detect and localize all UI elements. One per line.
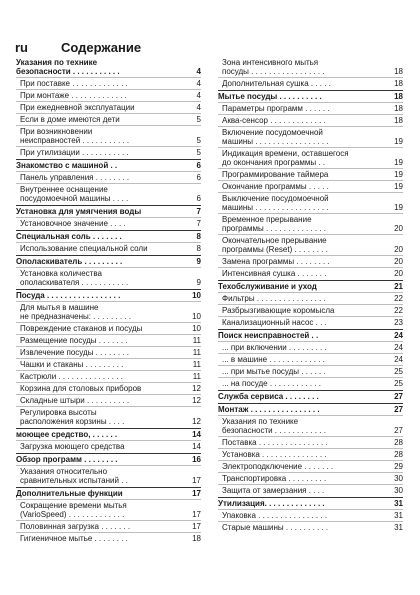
toc-entry-title: Установка для умягчения воды <box>16 207 142 216</box>
toc-subentry <box>16 334 201 345</box>
toc-subentry <box>16 101 201 112</box>
toc-entry-title: Фильтры . . . . . . . . . . . . . . . . <box>222 294 326 303</box>
toc-entry-title: При возникновении неисправностей . . . . . . . . . . . <box>20 127 130 145</box>
toc-subentry <box>16 465 201 485</box>
toc-page-number: 4 <box>196 103 201 112</box>
toc-subentry <box>218 353 403 364</box>
toc-section-entry <box>218 90 403 101</box>
toc-section-entry <box>16 205 201 216</box>
toc-section-entry <box>16 159 201 170</box>
toc-subentry <box>16 125 201 145</box>
toc-entry-title: Временное прерывание программы . . . . . . . . . . . . . . <box>222 215 327 233</box>
toc-subentry <box>218 484 403 495</box>
toc-entry-title: Дополнительные функции <box>16 489 123 498</box>
toc-subentry <box>218 147 403 167</box>
toc-page-number: 31 <box>394 499 403 508</box>
toc-page-number: 6 <box>196 194 201 203</box>
toc-subentry <box>16 171 201 182</box>
toc-section-entry <box>218 329 403 340</box>
toc-entry-title: Поставка . . . . . . . . . . . . . . . . <box>222 438 328 447</box>
toc-entry-title: Знакомство с машиной . . <box>16 161 118 170</box>
toc-entry-title: Извлечение посуды . . . . . . . . <box>20 348 130 357</box>
toc-page-number: 4 <box>196 67 201 76</box>
toc-entry-title: Ополаскиватель . . . . . . . . . <box>16 257 123 266</box>
toc-page-number: 11 <box>192 336 201 345</box>
toc-entry-title: Окончание программы . . . . . <box>222 182 329 191</box>
toc-page-number: 24 <box>394 355 403 364</box>
toc-subentry <box>16 183 201 203</box>
toc-entry-title: Техобслуживание и уход <box>218 282 317 291</box>
toc-entry-title: Кастрюли . . . . . . . . . . . . . . . <box>20 372 123 381</box>
toc-entry-title: Размещение посуды . . . . . . . <box>20 336 128 345</box>
toc-section-entry <box>16 57 201 76</box>
toc-subentry <box>16 382 201 393</box>
toc-entry-title: Регулировка высоты расположения корзины . . . . <box>20 408 125 426</box>
toc-page-number: 18 <box>192 534 201 543</box>
toc-entry-title: Включение посудомоечной машины . . . . . . . . . . . . . . . . . <box>222 128 329 146</box>
toc-entry-title: Указания по технике безопасности . . . . . . . . . . . <box>16 58 120 76</box>
toc-entry-title: Дополнительная сушка . . . . . <box>222 79 331 88</box>
toc-page-number: 22 <box>394 294 403 303</box>
toc-page-number: 10 <box>192 324 201 333</box>
toc-subentry <box>218 267 403 278</box>
toc-page-number: 18 <box>394 104 403 113</box>
toc-entry-title: Установочное значение . . . . <box>20 219 126 228</box>
toc-entry-title: Сокращение времени мытья (VarioSpeed) . . . . . . . . . . . . . <box>20 501 127 519</box>
toc-subentry <box>218 460 403 471</box>
toc-subentry <box>218 304 403 315</box>
toc-subentry <box>16 89 201 100</box>
toc-entry-title: Упаковка . . . . . . . . . . . . . . . . <box>222 511 328 520</box>
toc-section-entry <box>218 497 403 508</box>
language-code: ru <box>15 40 28 55</box>
toc-page-number: 20 <box>394 224 403 233</box>
toc-section-entry <box>16 230 201 241</box>
toc-entry-title: Мытье посуды . . . . . . . . . . <box>218 92 322 101</box>
toc-page-number: 27 <box>394 392 403 401</box>
toc-page-number: 8 <box>196 232 201 241</box>
toc-page-number: 31 <box>394 523 403 532</box>
toc-subentry <box>16 77 201 88</box>
toc-entry-title: Указания по технике безопасности . . . . . . . . . . . . <box>222 417 326 435</box>
toc-subentry <box>218 114 403 125</box>
toc-entry-title: Зона интенсивного мытья посуды . . . . . . . . . . . . . . . . . <box>222 58 325 76</box>
toc-entry-title: Повреждение стаканов и посуды <box>20 324 143 333</box>
toc-entry-title: Поиск неисправностей . . <box>218 331 319 340</box>
toc-page-number: 5 <box>196 136 201 145</box>
toc-page-number: 18 <box>394 67 403 76</box>
toc-subentry <box>218 180 403 191</box>
toc-page-number: 17 <box>192 522 201 531</box>
toc-page-number: 24 <box>394 343 403 352</box>
toc-entry-title: Гигиеничное мытье . . . . . . . . <box>20 534 128 543</box>
toc-page-number: 5 <box>196 148 201 157</box>
toc-entry-title: Внутреннее оснащение посудомоечной машины . . . . <box>20 185 129 203</box>
toc-subentry <box>218 341 403 352</box>
toc-page-number: 30 <box>394 486 403 495</box>
toc-page-number: 7 <box>196 207 201 216</box>
toc-subentry <box>218 415 403 435</box>
toc-subentry <box>218 316 403 327</box>
toc-entry-title: Обзор программ . . . . . . . . <box>16 455 118 464</box>
toc-page-number: 12 <box>192 384 201 393</box>
toc-page-number: 19 <box>394 137 403 146</box>
toc-subentry <box>16 146 201 157</box>
toc-page-number: 14 <box>192 442 201 451</box>
toc-subentry <box>218 192 403 212</box>
toc-page-number: 16 <box>192 455 201 464</box>
toc-entry-title: Электроподключение . . . . . . . <box>222 462 334 471</box>
toc-page-number: 11 <box>192 372 201 381</box>
toc-entry-title: Использование специальной соли <box>20 244 148 253</box>
toc-page-number: 19 <box>394 203 403 212</box>
toc-page-number: 10 <box>192 312 201 321</box>
toc-subentry <box>16 267 201 287</box>
toc-page-number: 18 <box>394 79 403 88</box>
toc-page-number: 14 <box>192 430 201 439</box>
toc-page-number: 12 <box>192 417 201 426</box>
toc-subentry <box>218 436 403 447</box>
toc-subentry <box>218 77 403 88</box>
toc-page-number: 11 <box>192 360 201 369</box>
toc-page-number: 12 <box>192 396 201 405</box>
toc-page-number: 20 <box>394 245 403 254</box>
toc-page-number: 11 <box>192 348 201 357</box>
toc-page-number: 6 <box>196 173 201 182</box>
toc-entry-title: Посуда . . . . . . . . . . . . . . . . . <box>16 291 121 300</box>
toc-entry-title: Канализационный насос . . . <box>222 318 327 327</box>
toc-subentry <box>16 217 201 228</box>
toc-page-number: 17 <box>192 476 201 485</box>
toc-page-number: 22 <box>394 306 403 315</box>
toc-entry-title: ... в машине . . . . . . . . . . . . . <box>222 355 325 364</box>
toc-subentry <box>16 520 201 531</box>
toc-entry-title: Половинная загрузка . . . . . . . <box>20 522 131 531</box>
toc-entry-title: Панель управления . . . . . . . . <box>20 173 130 182</box>
toc-column-left <box>16 57 201 543</box>
toc-entry-title: При ежедневной эксплуатации <box>20 103 135 112</box>
toc-section-entry <box>16 255 201 266</box>
toc-subentry <box>16 499 201 519</box>
toc-entry-title: Защита от замерзания . . . . <box>222 486 325 495</box>
toc-entry-title: При утилизации . . . . . . . . . . . <box>20 148 129 157</box>
toc-entry-title: Параметры программ . . . . . . <box>222 104 330 113</box>
toc-entry-title: ... на посуде . . . . . . . . . . . . <box>222 379 321 388</box>
toc-subentry <box>218 234 403 254</box>
toc-entry-title: Указания относительно сравнительных испытаний . . <box>20 467 128 485</box>
toc-page-number: 5 <box>196 115 201 124</box>
toc-section-entry <box>16 428 201 439</box>
toc-page-number: 20 <box>394 257 403 266</box>
toc-subentry <box>218 365 403 376</box>
toc-entry-title: ... при включении . . . . . . . . . <box>222 343 327 352</box>
toc-entry-title: Загрузка моющего средства <box>20 442 125 451</box>
toc-entry-title: Старые машины . . . . . . . . . . <box>222 523 329 532</box>
toc-subentry <box>218 448 403 459</box>
toc-entry-title: Замена программы . . . . . . . . <box>222 257 330 266</box>
toc-entry-title: Транспортировка . . . . . . . . . <box>222 474 327 483</box>
toc-page-number: 28 <box>394 438 403 447</box>
toc-entry-title: Установка . . . . . . . . . . . . . . . <box>222 450 327 459</box>
toc-subentry <box>16 394 201 405</box>
toc-entry-title: Установка количества ополаскивателя . . . . . . . . . . . <box>20 269 129 287</box>
toc-page-number: 24 <box>394 331 403 340</box>
toc-entry-title: Программирование таймера <box>222 170 329 179</box>
toc-page-number: 30 <box>394 474 403 483</box>
toc-section-entry <box>16 289 201 300</box>
toc-page-number: 17 <box>192 489 201 498</box>
toc-entry-title: Для мытья в машине не предназначены: . . . . . . . . . <box>20 303 131 321</box>
toc-entry-title: Разбрызгивающие коромысла <box>222 306 335 315</box>
toc-entry-title: Монтаж . . . . . . . . . . . . . . . . <box>218 405 320 414</box>
toc-section-entry <box>16 453 201 464</box>
toc-subentry <box>218 521 403 532</box>
toc-page-number: 4 <box>196 91 201 100</box>
toc-page-number: 25 <box>394 367 403 376</box>
toc-page-number: 4 <box>196 79 201 88</box>
toc-page-number: 31 <box>394 511 403 520</box>
toc-page-number: 19 <box>394 158 403 167</box>
toc-section-entry <box>218 390 403 401</box>
toc-entry-title: Чашки и стаканы . . . . . . . . . <box>20 360 124 369</box>
toc-subentry <box>16 532 201 543</box>
toc-entry-title: При поставке . . . . . . . . . . . . . <box>20 79 128 88</box>
toc-column-right <box>218 57 403 532</box>
toc-subentry <box>16 370 201 381</box>
toc-subentry <box>218 255 403 266</box>
toc-page-number: 19 <box>394 182 403 191</box>
toc-subentry <box>218 292 403 303</box>
toc-entry-title: Аква-сенсор . . . . . . . . . . . . . <box>222 116 326 125</box>
toc-page-number: 9 <box>196 278 201 287</box>
toc-entry-title: Интенсивная сушка . . . . . . . <box>222 269 327 278</box>
toc-page-number: 29 <box>394 462 403 471</box>
toc-page-number: 6 <box>196 161 201 170</box>
toc-page-number: 28 <box>394 450 403 459</box>
toc-subentry <box>218 509 403 520</box>
toc-entry-title: Утилизация. . . . . . . . . . . . . . <box>218 499 325 508</box>
toc-page-number: 7 <box>196 219 201 228</box>
toc-entry-title: Служба сервиса . . . . . . . . <box>218 392 319 401</box>
toc-entry-title: Специальная соль . . . . . . . <box>16 232 122 241</box>
toc-entry-title: Складные штыри . . . . . . . . . . <box>20 396 130 405</box>
toc-entry-title: Корзина для столовых приборов <box>20 384 142 393</box>
toc-subentry <box>16 406 201 426</box>
toc-page-number: 27 <box>394 405 403 414</box>
toc-entry-title: Окончательное прерывание программы (Reset) . . . . . . . . <box>222 236 328 254</box>
toc-entry-title: При монтаже . . . . . . . . . . . . . <box>20 91 127 100</box>
toc-entry-title: Если в доме имеются дети <box>20 115 120 124</box>
toc-entry-title: Индикация времени, оставшегося до окончания программы . . <box>222 149 349 167</box>
toc-subentry <box>218 213 403 233</box>
toc-page-number: 19 <box>394 170 403 179</box>
toc-subentry <box>218 126 403 146</box>
toc-entry-title: моющее средство, . . . . . . <box>16 430 118 439</box>
toc-page-number: 9 <box>196 257 201 266</box>
toc-subentry <box>218 102 403 113</box>
toc-subentry <box>218 57 403 76</box>
toc-entry-title: Выключение посудомоечной машины . . . . . . . . . . . . . . . . . <box>222 194 329 212</box>
toc-page-number: 27 <box>394 426 403 435</box>
toc-section-entry <box>16 487 201 498</box>
toc-page-number: 10 <box>192 291 201 300</box>
toc-section-entry <box>218 280 403 291</box>
toc-entry-title: ... при мытье посуды . . . . . . <box>222 367 326 376</box>
toc-subentry <box>218 168 403 179</box>
toc-page-number: 23 <box>394 318 403 327</box>
toc-page-number: 8 <box>196 244 201 253</box>
toc-subentry <box>16 113 201 124</box>
toc-section-entry <box>218 403 403 414</box>
toc-page-number: 21 <box>394 282 403 291</box>
toc-subentry <box>16 440 201 451</box>
toc-page-number: 18 <box>394 92 403 101</box>
toc-subentry <box>16 301 201 321</box>
toc-subentry <box>16 358 201 369</box>
toc-subentry <box>16 322 201 333</box>
toc-page-number: 25 <box>394 379 403 388</box>
toc-subentry <box>16 242 201 253</box>
toc-subentry <box>16 346 201 357</box>
page-title: Содержание <box>61 40 142 55</box>
toc-page-number: 20 <box>394 269 403 278</box>
toc-page-number: 18 <box>394 116 403 125</box>
toc-subentry <box>218 472 403 483</box>
toc-page-number: 17 <box>192 510 201 519</box>
toc-subentry <box>218 377 403 388</box>
